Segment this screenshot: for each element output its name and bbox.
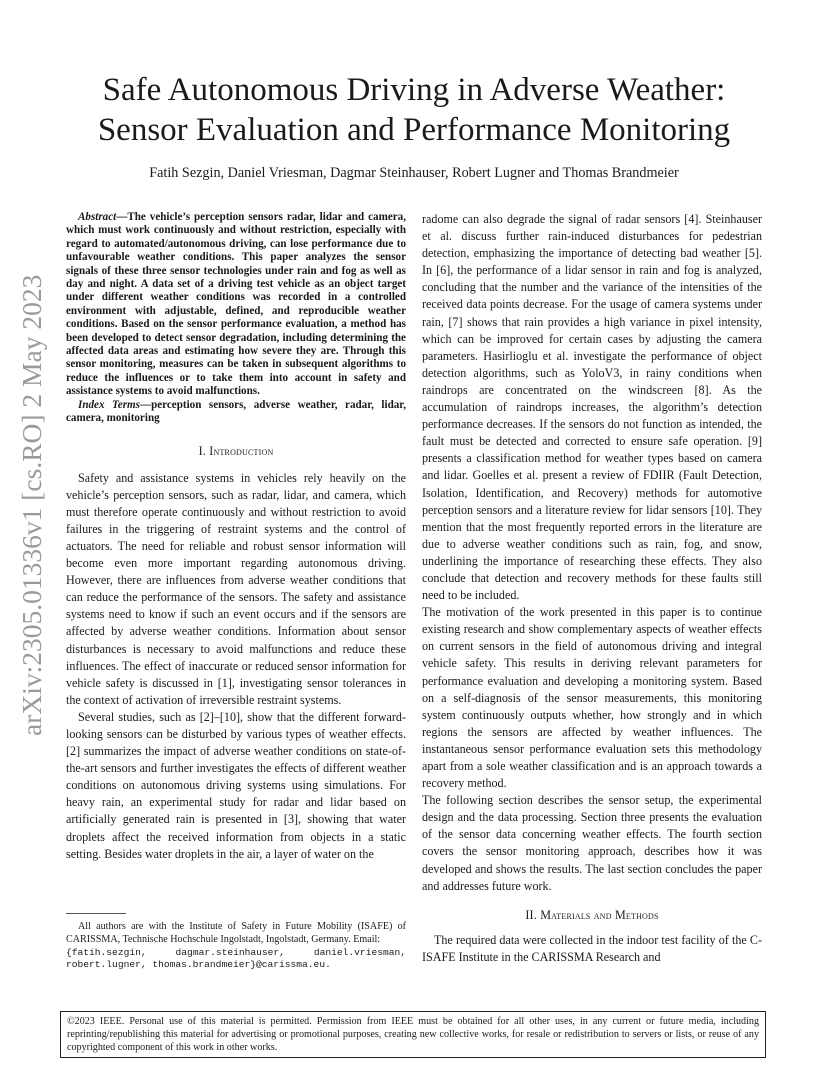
footnote-emails: {fatih.sezgin, dagmar.steinhauser, daniel.vriesman, robert.lugner, thomas.brandmeier}@carissma.eu. <box>66 946 406 971</box>
abstract <box>66 211 406 399</box>
footnote-rule <box>66 913 126 914</box>
right-paragraph-2: The motivation of the work presented in this paper is to continue existing research and show complementary aspects of weather effects on current sensors in the field of autonomous driving and integral vehicle safety. This results in deriving relevant parameters for performance evaluation and developing a monitoring system. Based on a self-diagnosis of the sensor measurements, this monitoring system continuously outputs whether, how strongly and in which regions the sensors are affected by weather influences. The instantaneous sensor performance evaluation sets this methodology apart from a sole weather classification and is an approach towards a recovery method. <box>422 605 762 791</box>
section-heading-methods: II. Materials and Methods <box>525 907 659 922</box>
arxiv-stamp: arXiv:2305.01336v1 [cs.RO] 2 May 2023 <box>16 274 47 736</box>
footnote-affiliation: All authors are with the Institute of Safety in Future Mobility (ISAFE) of CARISSMA, Technische Hochschule Ingolstadt, Ingolstadt, Germany. Email: <box>66 921 406 945</box>
footnote <box>66 921 406 972</box>
paper-title <box>60 70 768 150</box>
author-list: Fatih Sezgin, Daniel Vriesman, Dagmar Steinhauser, Robert Lugner and Thomas Brandmeier <box>149 165 679 181</box>
left-column <box>66 211 406 863</box>
index-terms <box>66 399 406 426</box>
right-paragraph-3: The following section describes the sensor setup, the experimental design and the data processing. Section three presents the evaluation of the sensor data concerning weather effects. The fourth section covers the sensor monitoring approach, describes how it was developed and shows the results. The last section concludes the paper and addresses future work. <box>422 793 762 893</box>
abstract-label: Abstract <box>78 211 117 223</box>
intro-paragraph-2: Several studies, such as [2]–[10], show that the different forward-looking sensors can be disturbed by various types of weather effects. [2] summarizes the impact of adverse weather conditions on state-of-the-art sensors and further investigates the effects of different weather conditions on autonomous driving systems using simulations. For heavy rain, an experimental study for radar and lidar based on artificially generated rain is presented in [3], showing that water droplets affect the received information from objects in a static setting. Besides water droplets in the air, a layer of water on the <box>66 709 406 861</box>
title-line-2: Sensor Evaluation and Performance Monitoring <box>97 112 731 148</box>
index-terms-text: —perception sensors, adverse weather, radar, lidar, camera, monitoring <box>66 398 406 425</box>
section-heading-introduction: I. Introduction <box>198 443 274 458</box>
abstract-text: —The vehicle’s perception sensors radar, lidar and camera, which must work continuously and without restriction, especially with regard to automated/autonomous driving, can lose performance due to unfavourable weather conditions. This paper analyzes the sensor signals of these three sensor technologies under rain and fog as well as day and night. A data set of a driving test vehicle as an object target under different weather conditions was recorded in a controlled environment with adjustable, defined, and reproducible weather conditions. Based on the sensor performance evaluation, a method has been developed to detect sensor degradation, including determining the affected data areas and estimating how severe they are. Through this sensor monitoring, measures can be taken in subsequent algorithms to reduce the influences or to take them into account in safety and assistance systems to avoid malfunctions. <box>66 211 406 398</box>
right-paragraph-1: radome can also degrade the signal of radar sensors [4]. Steinhauser et al. discuss further rain-induced disturbances for pedestrian detection, emphasizing the importance of detecting bad weather [5]. In [6], the performance of a lidar sensor in rain and fog is analyzed, concluding that the number and the variance of the intensities of the received data points decrease. For the usage of camera systems under rain, [7] shows that rain provides a high variance in pixel intensity, which can be improved for certain cases by adjusting the camera parameters. Hasirlioglu et al. investigate the performance of object detection algorithms, such as YoloV3, in rainy conditions when raindrops are concentrated on the windscreen [8]. As the accumulation of raindrops increases, the algorithm’s detection performance decreases. If the sensors do not function as intended, the fault must be detected and corrected to ensure safe operation. [9] presents a classification method for weather types based on camera and lidar. Goelles et al. present a review of FDIIR (Fault Detection, Isolation, Identification, and Recovery) methods for automotive perception sensors and a literature review for lidar sensors [10]. They mention that the most frequently reported errors in the literature are due to adverse weather conditions such as rain, fog, and snow, underlining the importance of researching these effects. They also conclude that detection and recovery methods for these faults still need to be included. <box>422 212 762 603</box>
methods-paragraph-1: The required data were collected in the indoor test facility of the C-ISAFE Institute in the CARISSMA Research and <box>422 932 762 964</box>
intro-paragraph-1: Safety and assistance systems in vehicles rely heavily on the vehicle’s perception sensors, such as radar, lidar, and camera, which must therefore operate continuously and without restriction to avoid failures in the triggering of restraint systems and the control of actuators. The need for reliable and robust sensor information will become even more important regarding autonomous driving. However, there are influences from adverse weather conditions that can reduce the performance of the sensors. The safety and assistance systems need to know if such an event occurs and if the sensors are affected by adverse weather conditions. Information about sensor disturbances is necessary to avoid malfunctions and reduce these influences. The effect of inaccurate or reduced sensor information for vehicle safety is discussed in [1], investigating sensor tolerances in the context of activation of irreversible restraint systems. <box>66 470 406 707</box>
right-column <box>422 211 762 966</box>
index-terms-label: Index Terms <box>78 398 140 411</box>
title-line-1: Safe Autonomous Driving in Adverse Weather: <box>102 72 726 108</box>
copyright-notice: ©2023 IEEE. Personal use of this material is permitted. Permission from IEEE must be obtained for all other uses, in any current or future media, including reprinting/republishing this material for advertising or promotional purposes, creating new collective works, for resale or redistribution to servers or lists, or reuse of any copyrighted component of this work in other works. <box>60 1011 766 1058</box>
